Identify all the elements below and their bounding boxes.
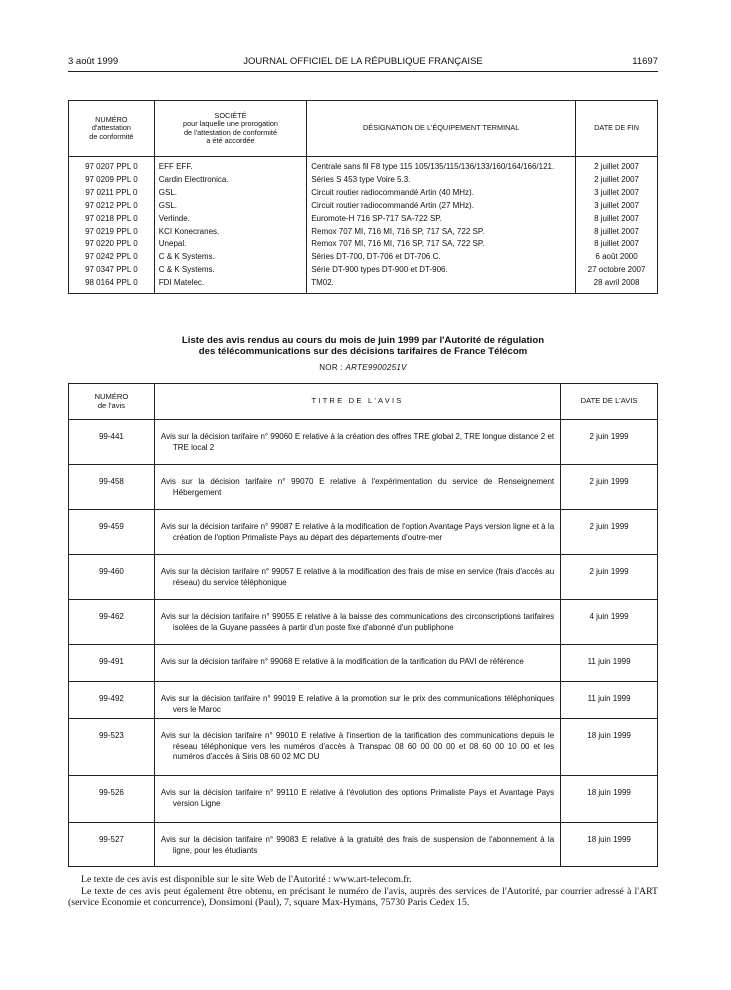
avis-row	[69, 682, 658, 719]
attestation-number: 97 0209 PPL 0	[85, 174, 138, 184]
avis-title: Avis sur la décision tarifaire n° 99070 E relative à l'expérimentation du service de Renseignement Hébergement	[160, 477, 555, 497]
issue-date: 3 août 1999	[68, 56, 119, 67]
end-date: 2 juillet 2007	[576, 157, 658, 174]
header-line: NUMÉRO	[95, 115, 128, 125]
avis-title-cell	[154, 600, 560, 645]
avis-title-cell	[154, 645, 560, 682]
header-numero-attestation	[69, 101, 155, 157]
attestation-number: 97 0218 PPL 0	[85, 213, 138, 223]
header-line: NUMÉRO	[94, 392, 129, 402]
equipment-designation: Série DT-900 types DT-900 et DT-906.	[307, 264, 576, 277]
avis-row	[69, 823, 658, 867]
avis-number: 99-527	[69, 823, 155, 867]
attestation-row	[69, 174, 658, 187]
nor-reference	[68, 363, 658, 372]
header-rule	[68, 71, 658, 72]
avis-row	[69, 510, 658, 555]
equipment-designation: TM02.	[307, 277, 576, 293]
page-number: 11697	[632, 56, 658, 67]
avis-number: 99-492	[69, 682, 155, 719]
avis-title: Avis sur la décision tarifaire n° 99110 E relative à l'évolution des options Primaliste Pays et Avantage Pays version Ligne	[160, 788, 555, 808]
attestation-row	[69, 213, 658, 226]
header-line: a été accordée	[206, 135, 255, 145]
attestation-row	[69, 187, 658, 200]
avis-title: Avis sur la décision tarifaire n° 99057 E relative à la modification des frais de mise en service (frais d'accès au réseau) du service téléphonique	[160, 567, 555, 587]
avis-date: 11 juin 1999	[561, 682, 658, 719]
nor-code: ARTE9900251V	[345, 363, 407, 372]
footer-notes	[68, 874, 658, 909]
company-name: Cardin Electtronica.	[154, 174, 306, 187]
end-date: 8 juillet 2007	[576, 226, 658, 239]
attestation-number: 97 0212 PPL 0	[85, 200, 138, 210]
avis-list-title	[68, 335, 658, 357]
header-line: DATE DE L'AVIS	[580, 396, 638, 406]
nor-label: NOR :	[319, 363, 343, 372]
end-date: 8 juillet 2007	[576, 213, 658, 226]
avis-row	[69, 645, 658, 682]
company-name: GSL.	[154, 200, 306, 213]
footer-paragraph-website: Le texte de ces avis est disponible sur le site Web de l'Autorité : www.art-telecom.fr.	[81, 874, 412, 885]
avis-date: 4 juin 1999	[561, 600, 658, 645]
avis-title: Avis sur la décision tarifaire n° 99060 E relative à la création des offres TRE global 2, TRE longue distance 2 et TRE local 2	[160, 432, 555, 452]
end-date: 28 avril 2008	[576, 277, 658, 293]
equipment-designation: Circuit routier radiocommandé Artin (40 MHz).	[307, 187, 576, 200]
avis-title-cell	[154, 682, 560, 719]
header-date-de-fin	[576, 101, 658, 157]
company-name: GSL.	[154, 187, 306, 200]
attestation-number: 98 0164 PPL 0	[85, 278, 138, 288]
company-name: C & K Systems.	[154, 251, 306, 264]
end-date: 27 octobre 2007	[576, 264, 658, 277]
avis-date: 18 juin 1999	[561, 719, 658, 776]
avis-title: Avis sur la décision tarifaire n° 99083 E relative à la gratuité des frais de suspension de l'abonnement à la ligne, pour les étudiants	[160, 835, 555, 855]
equipment-designation: Remox 707 MI, 716 MI, 716 SP, 717 SA, 722 SP.	[307, 238, 576, 251]
attestation-number: 97 0242 PPL 0	[85, 252, 138, 262]
header-titre-avis	[154, 384, 560, 420]
page-header	[68, 56, 658, 70]
header-line: SOCIÉTÉ	[214, 111, 247, 121]
equipment-designation: Séries DT-700, DT-706 et DT-706 C.	[307, 251, 576, 264]
avis-date: 11 juin 1999	[561, 645, 658, 682]
equipment-designation: Séries S 453 type Voire 5.3.	[307, 174, 576, 187]
avis-title-cell	[154, 719, 560, 776]
avis-number: 99-523	[69, 719, 155, 776]
avis-row	[69, 420, 658, 465]
attestation-number: 97 0347 PPL 0	[85, 265, 138, 275]
footer-paragraph-contact: Le texte de ces avis peut également être obtenu, en précisant le numéro de l'avis, auprès des services de l'Autorité, par courrier adressé à l'ART (service Economie et concurrence), Donsimoni (Paul), 7, square Max-Hymans, 75730 Paris Cedex 15.	[68, 885, 658, 908]
company-name: EFF EFF.	[154, 157, 306, 174]
company-name: Unepal.	[154, 238, 306, 251]
header-line: de conformité	[89, 131, 134, 141]
end-date: 6 août 2000	[576, 251, 658, 264]
end-date: 8 juillet 2007	[576, 238, 658, 251]
avis-row	[69, 719, 658, 776]
avis-date: 18 juin 1999	[561, 823, 658, 867]
end-date: 3 juillet 2007	[576, 200, 658, 213]
avis-row	[69, 465, 658, 510]
attestation-row	[69, 238, 658, 251]
avis-title-cell	[154, 510, 560, 555]
attestation-row	[69, 251, 658, 264]
attestation-number: 97 0219 PPL 0	[85, 226, 138, 236]
avis-date: 2 juin 1999	[561, 555, 658, 600]
avis-date: 2 juin 1999	[561, 420, 658, 465]
avis-title: Avis sur la décision tarifaire n° 99019 E relative à la promotion sur le prix des communications téléphoniques vers le Maroc	[160, 694, 555, 714]
avis-title: Avis sur la décision tarifaire n° 99055 E relative à la baisse des communications des circonscriptions tarifaires isolées de la Guyane passées à partir d'un poste fixe d'abonné d'un publiphone	[160, 612, 555, 632]
avis-row	[69, 776, 658, 823]
header-date-avis	[561, 384, 658, 420]
avis-title-cell	[154, 465, 560, 510]
equipment-designation: Centrale sans fil F8 type 115 105/135/115/136/133/160/164/166/121.	[307, 157, 576, 174]
header-designation	[307, 101, 576, 157]
attestation-header-row	[69, 101, 658, 157]
attestation-row	[69, 277, 658, 293]
journal-title: JOURNAL OFFICIEL DE LA RÉPUBLIQUE FRANÇAISE	[243, 56, 483, 67]
avis-number: 99-460	[69, 555, 155, 600]
avis-number: 99-459	[69, 510, 155, 555]
avis-number: 99-462	[69, 600, 155, 645]
avis-number: 99-491	[69, 645, 155, 682]
avis-date: 2 juin 1999	[561, 510, 658, 555]
avis-title-cell	[154, 420, 560, 465]
attestation-table	[68, 100, 658, 294]
equipment-designation: Remox 707 MI, 716 MI, 716 SP, 717 SA, 722 SP.	[307, 226, 576, 239]
avis-row	[69, 600, 658, 645]
avis-title-cell	[154, 555, 560, 600]
avis-number: 99-441	[69, 420, 155, 465]
equipment-designation: Euromote-H 716 SP-717 SA-722 SP.	[307, 213, 576, 226]
attestation-number: 97 0207 PPL 0	[85, 162, 138, 171]
header-numero-avis	[69, 384, 155, 420]
avis-title: Avis sur la décision tarifaire n° 99068 E relative à la modification de la tarification du PAVI de référence	[160, 657, 524, 666]
attestation-row	[69, 157, 658, 174]
attestation-row	[69, 226, 658, 239]
avis-number: 99-526	[69, 776, 155, 823]
avis-number: 99-458	[69, 465, 155, 510]
attestation-number: 97 0220 PPL 0	[85, 239, 138, 249]
header-line: DATE DE FIN	[594, 123, 639, 133]
end-date: 2 juillet 2007	[576, 174, 658, 187]
header-line: pour laquelle une prorogation	[183, 119, 278, 129]
header-line: de l'avis	[97, 400, 126, 410]
avis-date: 18 juin 1999	[561, 776, 658, 823]
avis-title-cell	[154, 776, 560, 823]
end-date: 3 juillet 2007	[576, 187, 658, 200]
header-line: TITRE DE L'AVIS	[311, 396, 404, 406]
header-line: de l'attestation de conformité	[183, 127, 278, 137]
attestation-number: 97 0211 PPL 0	[85, 187, 138, 197]
avis-title-cell	[154, 823, 560, 867]
header-line: DÉSIGNATION DE L'ÉQUIPEMENT TERMINAL	[363, 123, 520, 133]
header-societe	[154, 101, 306, 157]
company-name: Verlinde.	[154, 213, 306, 226]
avis-table	[68, 383, 658, 867]
header-line: d'attestation	[91, 123, 131, 133]
company-name: FDI Matelec.	[154, 277, 306, 293]
avis-title: Avis sur la décision tarifaire n° 99010 E relative à l'insertion de la tarification des communications depuis le réseau téléphonique vers les numéros d'accès à Transpac 08 60 00 00 00 et 08 60 00 10 00 et les numéros d'accès à Siris 08 60 02 MC DU	[160, 731, 555, 761]
avis-date: 2 juin 1999	[561, 465, 658, 510]
attestation-row	[69, 264, 658, 277]
avis-list-title-line-2: des télécommunications sur des décisions tarifaires de France Télécom	[198, 346, 528, 357]
attestation-row	[69, 200, 658, 213]
company-name: KCI Konecranes.	[154, 226, 306, 239]
equipment-designation: Circuit routier radiocommandé Artin (27 MHz).	[307, 200, 576, 213]
avis-title: Avis sur la décision tarifaire n° 99087 E relative à la modification de l'option Avantage Pays version ligne et à la création de l'option Primaliste Pays au départ des départements d'outre-mer	[160, 522, 555, 542]
avis-header-row	[69, 384, 658, 420]
avis-row	[69, 555, 658, 600]
company-name: C & K Systems.	[154, 264, 306, 277]
avis-list-title-line-1: Liste des avis rendus au cours du mois de juin 1999 par l'Autorité de régulation	[181, 335, 545, 346]
